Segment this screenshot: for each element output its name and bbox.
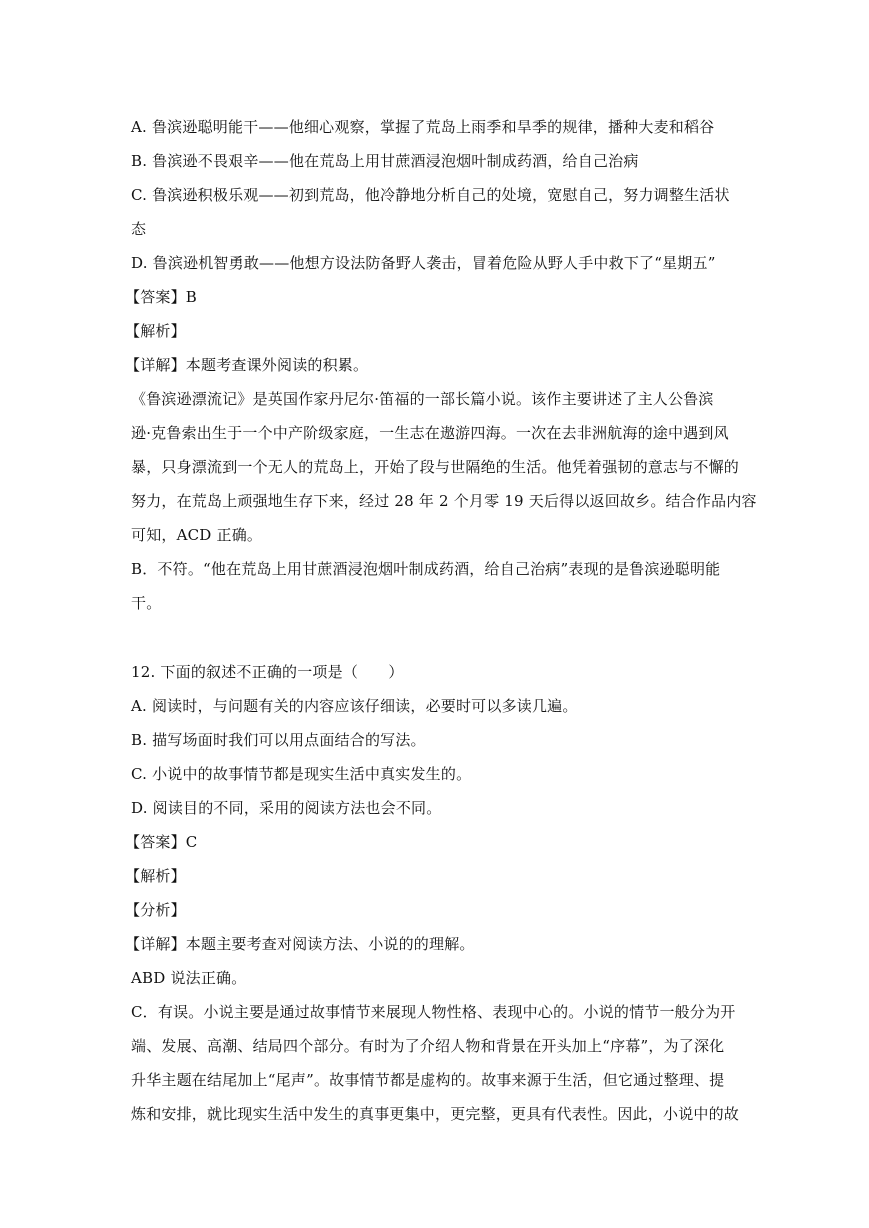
q12-option-d: D. 阅读目的不同，采用的阅读方法也会不同。 [131,799,442,817]
q12-analysis-label: 【解析】 [125,867,186,885]
q12-body-line-2: 端、发展、高潮、结局四个部分。有时为了介绍人物和背景在开头加上“序幕”，为了深化 [131,1037,725,1055]
q12-option-a: A. 阅读时，与问题有关的内容应该仔细读，必要时可以多读几遍。 [131,697,578,715]
q12-body-line-4: 炼和安排，就比现实生活中发生的真事更集中，更完整，更具有代表性。因此，小说中的故 [131,1105,740,1123]
q11-body-line-2: 逊·克鲁索出生于一个中产阶级家庭，一生志在遨游四海。一次在去非洲航海的途中遇到风 [131,424,729,442]
q12-body-line-3: 升华主题在结尾加上“尾声”。故事情节都是虚构的。故事来源于生活，但它通过整理、提 [131,1071,725,1089]
q11-body-line-5: 可知，ACD 正确。 [131,526,263,544]
q11-option-c-line2: 态 [131,220,147,238]
q12-option-b: B. 描写场面时我们可以用点面结合的写法。 [131,731,426,749]
q11-option-d: D. 鲁滨逊机智勇敢——他想方设法防备野人袭击，冒着危险从野人手中救下了“星期五” [131,254,716,272]
q11-body-line-1: 《鲁滨逊漂流记》是英国作家丹尼尔·笛福的一部长篇小说。该作主要讲述了主人公鲁滨 [131,390,714,408]
q11-body-line-6: B．不符。“他在荒岛上用甘蔗酒浸泡烟叶制成药酒，给自己治病”表现的是鲁滨逊聪明能 [131,560,721,578]
q11-option-b: B. 鲁滨逊不畏艰辛——他在荒岛上用甘蔗酒浸泡烟叶制成药酒，给自己治病 [131,152,639,170]
q11-answer: 【答案】B [125,288,198,306]
q12-body-line-1: C．有误。小说主要是通过故事情节来展现人物性格、表现中心的。小说的情节一般分为开 [131,1003,736,1021]
q11-option-a: A. 鲁滨逊聪明能干——他细心观察，掌握了荒岛上雨季和旱季的规律，播种大麦和稻谷 [131,118,715,136]
q12-abd: ABD 说法正确。 [131,969,247,987]
q11-body-line-3: 暴，只身漂流到一个无人的荒岛上，开始了段与世隔绝的生活。他凭着强韧的意志与不懈的 [131,458,740,476]
q12-answer: 【答案】C [125,833,198,851]
q12-fenxi-label: 【分析】 [125,901,186,919]
q12-option-c: C. 小说中的故事情节都是现实生活中真实发生的。 [131,765,472,783]
q11-body-line-7: 干。 [131,594,162,612]
document-page [125,110,757,1131]
q12-detail: 【详解】本题主要考查对阅读方法、小说的的理解。 [125,935,475,953]
q11-detail: 【详解】本题考查课外阅读的积累。 [125,356,369,374]
q11-body-line-4: 努力，在荒岛上顽强地生存下来，经过 28 年 2 个月零 19 天后得以返回故乡。结合作品内容 [131,492,757,510]
q12-stem: 12. 下面的叙述不正确的一项是（ ） [131,663,404,681]
q11-option-c-line1: C. 鲁滨逊积极乐观——初到荒岛，他冷静地分析自己的处境，宽慰自己，努力调整生活状 [131,186,730,204]
q11-analysis-label: 【解析】 [125,322,186,340]
section-gap [131,620,741,655]
